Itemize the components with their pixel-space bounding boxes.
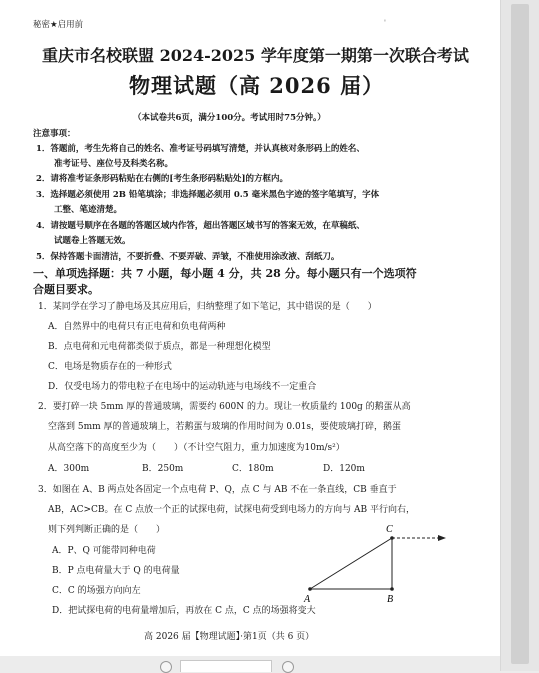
exam-subtitle: 物理试题（高 2026 届） [129, 73, 385, 98]
q2-option-b: B．250m [142, 464, 184, 474]
q3-stem-cont: AB，AC>CB。在 C 点放一个正的试探电荷，试探电荷受到电场力的方向与 AB 平行向右， [48, 505, 415, 515]
vertical-scrollbar[interactable] [500, 0, 539, 671]
label-a: A [304, 594, 311, 605]
note-line: 3．选择题必须使用 2B 铅笔填涂；非选择题必须用 0.5 毫米黑色字迹的签字笔填写，字体 [36, 190, 380, 200]
q1-option-d: D．仅受电场力的带电粒子在电场中的运动轨迹与电场线不一定重合 [48, 382, 317, 392]
point-b [390, 587, 394, 591]
exam-info: （本试卷共6页，满分100分。考试用时75分钟。） [133, 113, 326, 123]
note-line: 2．请将准考证条形码粘贴在右侧的[考生条形码粘贴处]的方框内。 [36, 174, 288, 184]
secret-label: 秘密★启用前 [33, 20, 84, 30]
scan-mark: ' [384, 19, 386, 27]
q2-option-c: C．180m [232, 464, 274, 474]
q1-option-c: C．电场是物质存在的一种形式 [48, 362, 172, 372]
q3-option-a: A．P、Q 可能带同种电荷 [52, 546, 156, 556]
q3-figure [296, 520, 456, 608]
page-indicator-box[interactable] [180, 660, 272, 672]
note-line: 试题卷上答题无效。 [54, 236, 131, 246]
q3-option-d: D．把试探电荷的电荷量增加后，再放在 C 点，C 点的场强将变大 [52, 606, 316, 616]
note-line: 工整、笔迹清楚。 [54, 205, 123, 215]
page-footer: 高 2026 届【物理试题】·第1页（共 6 页） [144, 632, 315, 642]
label-c: C [386, 524, 393, 535]
q2-stem-cont: 从高空落下的高度至少为（ ）（不计空气阻力，重力加速度为10m/s²） [48, 443, 345, 453]
note-line: 1．答题前，考生先将自己的姓名、准考证号码填写清楚，并认真核对条形码上的姓名、 [36, 144, 365, 154]
q1-option-b: B．点电荷和元电荷都类似于质点，都是一种理想化模型 [48, 342, 271, 352]
q2-stem-cont: 空落到 5mm 厚的普通玻璃上，若鹅蛋与玻璃的作用时间为 0.01s，要使玻璃打碎，鹅蛋 [48, 422, 402, 432]
note-line: 5．保持答题卡面清洁，不要折叠、不要弄破、弄皱，不准使用涂改液、刮纸刀。 [36, 252, 340, 262]
arrowhead-icon [438, 535, 446, 541]
q1-stem: 1．某同学在学习了静电场及其应用后，归纳整理了如下笔记，其中错误的是（ ） [38, 302, 377, 312]
q3-option-b: B．P 点电荷量大于 Q 的电荷量 [52, 566, 180, 576]
q3-stem: 3．如图在 A、B 两点处各固定一个点电荷 P、Q，点 C 与 AB 不在一条直线，CB 垂直于 [38, 485, 397, 495]
q3-option-c: C．C 的场强方向向左 [52, 586, 141, 596]
q2-option-d: D．120m [323, 464, 365, 474]
q2-option-a: A．300m [48, 464, 90, 474]
q1-option-a: A．自然界中的电荷只有正电荷和负电荷两种 [48, 322, 226, 332]
section-heading: 一、单项选择题：共 7 小题，每小题 4 分，共 28 分。每小题只有一个选项符 [33, 267, 417, 280]
prev-page-icon[interactable] [160, 661, 172, 673]
section-heading-cont: 合题目要求。 [33, 283, 99, 296]
notes-heading: 注意事项： [33, 129, 76, 139]
line-ac [310, 538, 392, 589]
note-line: 4．请按题号顺序在各题的答题区域内作答，超出答题区域书写的答案无效，在草稿纸、 [36, 221, 365, 231]
point-a [308, 587, 312, 591]
next-page-icon[interactable] [282, 661, 294, 673]
q3-stem-cont: 则下列判断正确的是（ ） [48, 525, 166, 535]
exam-title: 重庆市名校联盟 2024-2025 学年度第一期第一次联合考试 [42, 46, 469, 65]
q2-stem: 2．要打碎一块 5mm 厚的普通玻璃，需要约 600N 的力。现让一枚质量约 100g 的鹅蛋从高 [38, 402, 411, 412]
scrollbar-thumb[interactable] [511, 4, 529, 664]
note-line: 准考证号、座位号及科类名称。 [54, 159, 174, 169]
label-b: B [387, 594, 394, 605]
